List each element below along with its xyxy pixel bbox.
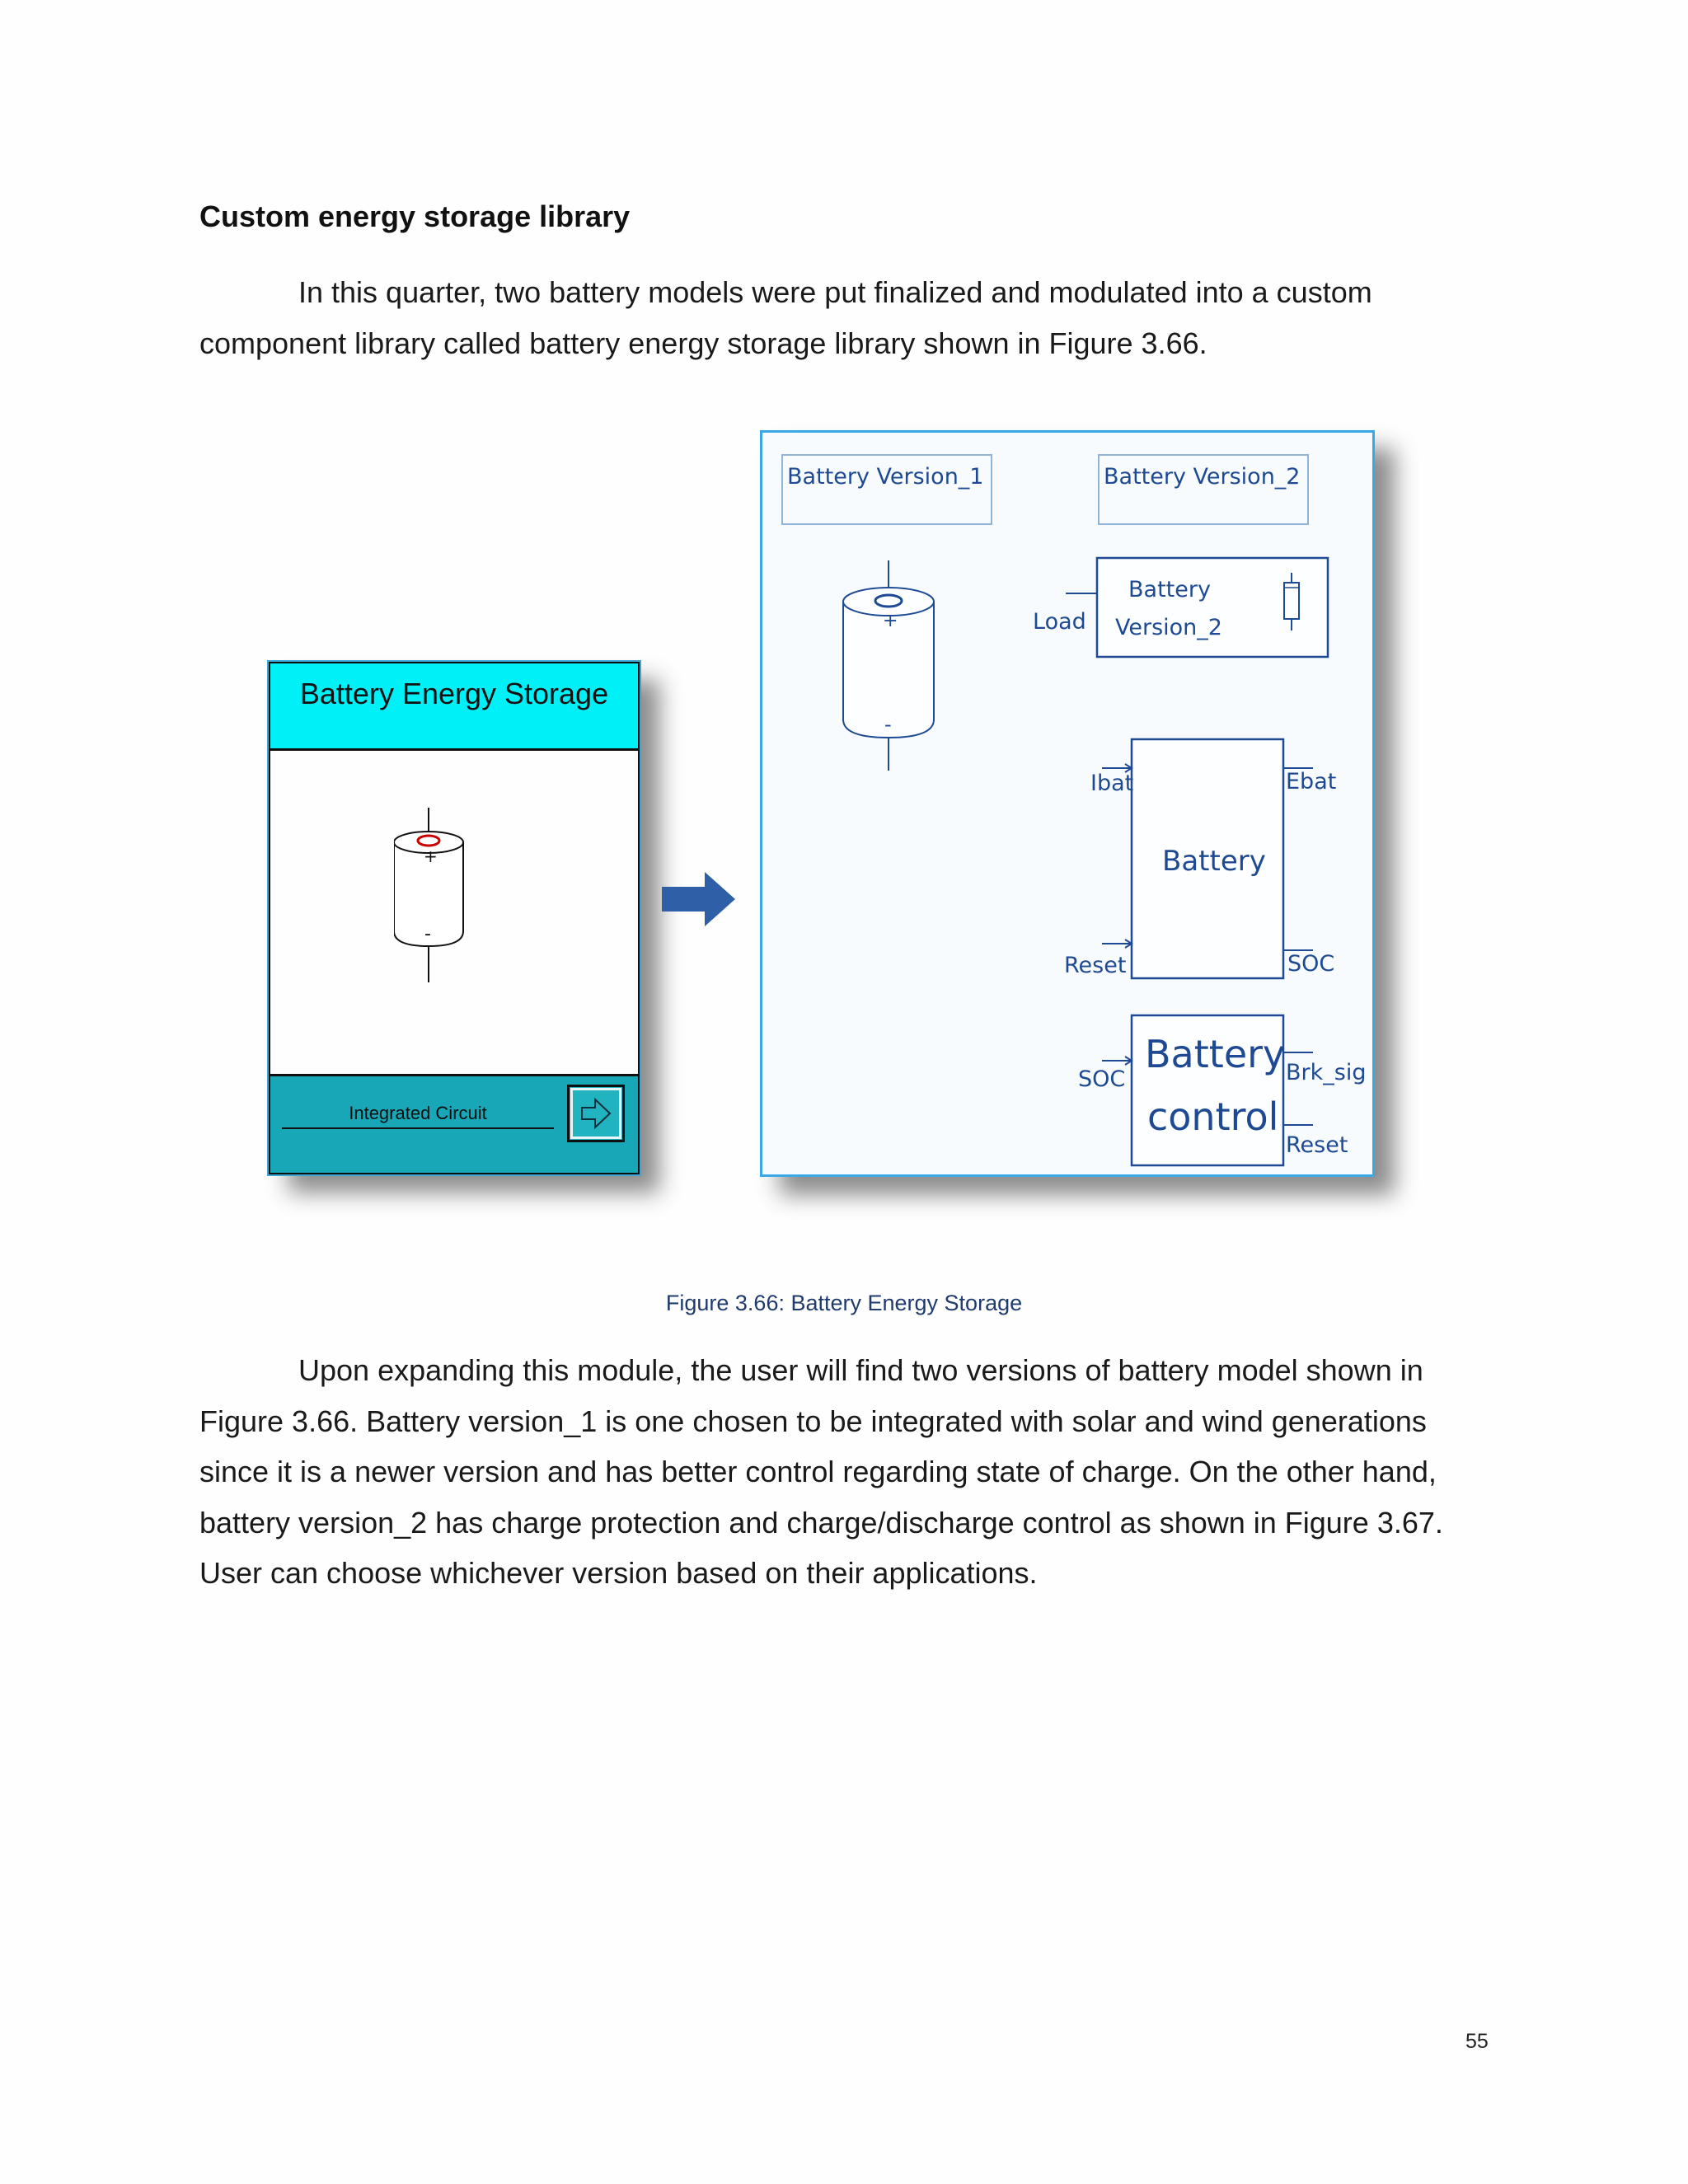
version-2-line2: Version_2 — [1115, 615, 1222, 640]
load-port-label: Load — [1033, 609, 1086, 635]
port-soc-out: SOC — [1287, 951, 1335, 977]
port-brk-sig: Brk_sig — [1286, 1060, 1367, 1085]
battery-block-label: Battery — [1162, 845, 1266, 878]
control-line2: control — [1147, 1094, 1279, 1139]
tab-battery-version-2-label: Battery Version_2 — [1104, 464, 1301, 490]
battery-icon — [394, 808, 518, 989]
library-block-title: Battery Energy Storage — [270, 663, 638, 751]
intro-paragraph — [199, 267, 1502, 368]
figure-3-66 — [247, 412, 1434, 1269]
svg-text:+: + — [424, 846, 438, 866]
version-2-line1: Battery — [1128, 577, 1211, 602]
svg-text:-: - — [884, 713, 892, 736]
library-block-footer — [270, 1074, 638, 1173]
section-heading: Custom energy storage library — [199, 199, 631, 233]
integrated-circuit-label: Integrated Circuit — [282, 1099, 554, 1129]
expand-arrow-icon — [659, 870, 738, 928]
tab-battery-version-1-label: Battery Version_1 — [787, 464, 984, 490]
component-diagram — [762, 433, 1372, 1174]
figure-caption: Figure 3.66: Battery Energy Storage — [665, 1291, 1023, 1315]
battery-version-1-symbol[interactable] — [843, 560, 934, 771]
intro-paragraph-text: In this quarter, two battery models were put finalized and modulated into a custom component library called battery energy storage library shown in Figure 3.66. — [199, 275, 1372, 360]
battery-version-2-block[interactable] — [1066, 558, 1328, 657]
port-soc-in: SOC — [1078, 1066, 1126, 1092]
battery-energy-storage-block[interactable] — [269, 662, 640, 1174]
port-ibat: Ibat — [1090, 771, 1134, 796]
expanded-module-view — [760, 430, 1375, 1177]
port-reset-in: Reset — [1064, 953, 1127, 978]
svg-text:-: - — [424, 924, 431, 944]
control-line1: Battery — [1145, 1032, 1286, 1076]
svg-text:+: + — [883, 611, 898, 631]
expansion-paragraph — [199, 1345, 1502, 1599]
port-ebat: Ebat — [1286, 769, 1337, 794]
port-reset-out: Reset — [1286, 1132, 1348, 1158]
arrow-right-icon — [572, 1090, 620, 1137]
page-number: 55 — [1465, 2030, 1489, 2053]
expand-module-button[interactable] — [567, 1085, 625, 1142]
expansion-paragraph-text: Upon expanding this module, the user will find two versions of battery model shown in Figure 3.66. Battery version_1 is one chosen to be integrated with solar and wind generations since it is a newer version and has better control regarding state of charge. On the other hand, battery version_2 has charge protection and charge/discharge control as shown in Figure 3.67. User can choose whichever version based on their applications. — [199, 1353, 1443, 1590]
